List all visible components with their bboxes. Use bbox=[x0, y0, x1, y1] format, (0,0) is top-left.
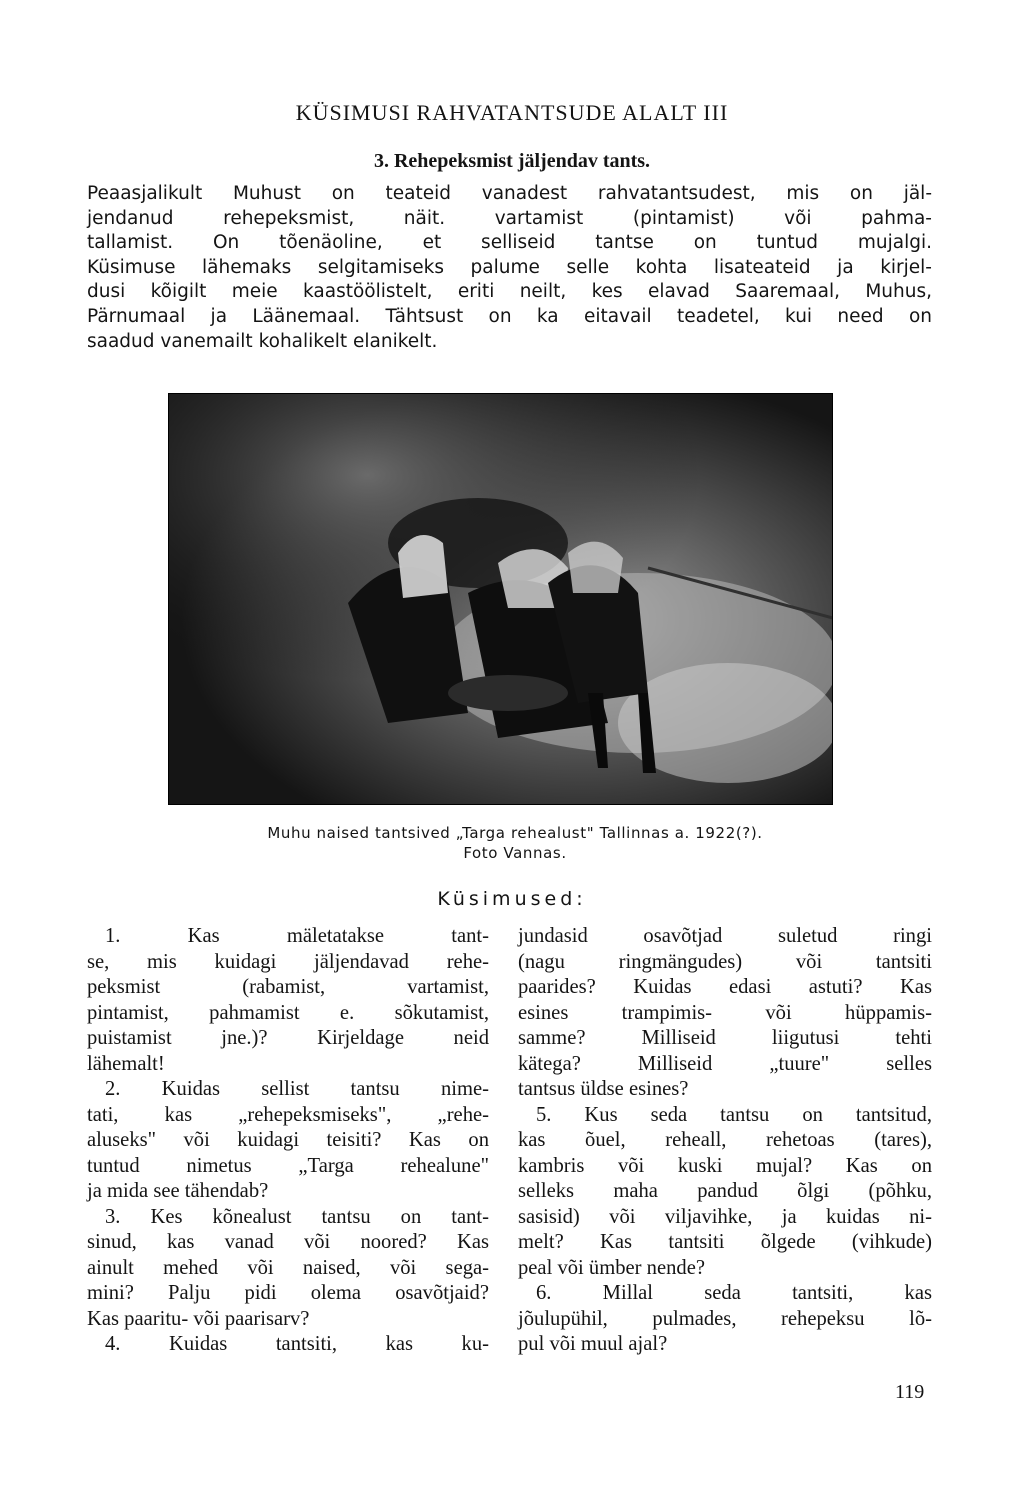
question-line: tuntud nimetus „Targa rehealune" bbox=[87, 1154, 489, 1177]
question-line: jundasid osavõtjad suletud ringi bbox=[518, 925, 932, 947]
questions-heading: Küsimused: bbox=[437, 888, 587, 910]
question-line: melt? Kas tantsiti õlgede (vihkude) bbox=[518, 1231, 932, 1253]
question-line: kätega? Milliseid „tuure" selles bbox=[518, 1052, 932, 1075]
intro-paragraph bbox=[87, 182, 932, 354]
question-line: peksmist (rabamist, vartamist, bbox=[87, 976, 489, 998]
question-line: pintamist, pahmamist e. sõkutamist, bbox=[87, 1001, 489, 1024]
question-line: selleks maha pandud õlgi (põhku, bbox=[518, 1180, 932, 1202]
question-line: 1. Kas mäletatakse tant- bbox=[105, 925, 489, 947]
intro-line: Peaasjalikult Muhust on teateid vanadest rahvatantsudest, mis on jäl- bbox=[87, 183, 932, 204]
intro-line: tallamist. On tõenäoline, et selliseid tantse on tuntud mujalgi. bbox=[87, 232, 932, 254]
question-line: 6. Millal seda tantsiti, kas bbox=[536, 1282, 932, 1304]
question-line: mini? Palju pidi olema osavõtjaid? bbox=[87, 1282, 489, 1304]
question-line: samme? Milliseid liigutusi tehti bbox=[518, 1027, 932, 1049]
question-line: jõulupühil, pulmades, rehepeksu lõ- bbox=[518, 1307, 932, 1330]
question-line: 2. Kuidas sellist tantsu nime- bbox=[105, 1078, 489, 1100]
question-line: puistamist jne.)? Kirjeldage neid bbox=[87, 1027, 489, 1049]
intro-line: dusi kõigilt meie kaastöölistelt, eriti neilt, kes elavad Saaremaal, Muhus, bbox=[87, 281, 932, 303]
questions-right-column bbox=[518, 924, 932, 1358]
question-line: ja mida see tähendab? bbox=[87, 1180, 269, 1202]
question-line: esines trampimis- või hüppamis- bbox=[518, 1001, 932, 1024]
question-line: (nagu ringmängudes) või tantsiti bbox=[518, 950, 932, 973]
question-line: 5. Kus seda tantsu on tantsitud, bbox=[536, 1103, 932, 1126]
question-line: sasisid) või viljavihke, ja kuidas ni- bbox=[518, 1205, 932, 1228]
page-number: 119 bbox=[895, 1381, 925, 1403]
question-line: paarides? Kuidas edasi astuti? Kas bbox=[518, 976, 932, 998]
question-line: se, mis kuidagi jäljendavad rehe- bbox=[87, 950, 489, 973]
question-line: Kas paaritu- või paarisarv? bbox=[87, 1307, 310, 1330]
question-line: tati, kas „rehepeksmiseks", „rehe- bbox=[87, 1103, 489, 1126]
intro-line: Pärnumaal ja Läänemaal. Tähtsust on ka eitavail teadetel, kui need on bbox=[87, 305, 932, 327]
question-line: lähemalt! bbox=[87, 1052, 165, 1075]
question-line: sinud, kas vanad või noored? Kas bbox=[87, 1231, 489, 1253]
question-line: tantsus üldse esines? bbox=[518, 1078, 689, 1100]
caption-line-2: Foto Vannas. bbox=[463, 844, 567, 862]
intro-line: Küsimuse lähemaks selgitamiseks palume selle kohta lisateateid ja kirjel- bbox=[87, 256, 932, 278]
question-line: pul või muul ajal? bbox=[518, 1333, 668, 1355]
question-line: 3. Kes kõnealust tantsu on tant- bbox=[105, 1205, 489, 1228]
intro-line: jendanud rehepeksmist, näit. vartamist (pintamist) või pahma- bbox=[87, 207, 932, 229]
intro-line: saadud vanemailt kohalikelt elanikelt. bbox=[87, 330, 438, 352]
section-title: 3. Rehepeksmist jäljendav tants. bbox=[373, 150, 651, 172]
dance-photo bbox=[168, 393, 833, 805]
caption-line-1: Muhu naised tantsived „Targa rehealust" Tallinnas a. 1922(?). bbox=[267, 824, 763, 842]
photo-caption bbox=[180, 823, 850, 863]
question-line: aluseks" või kuidagi teisiti? Kas on bbox=[87, 1129, 489, 1151]
questions-left-column bbox=[87, 924, 489, 1358]
question-line: kas õuel, reheall, rehetoas (tares), bbox=[518, 1129, 932, 1151]
running-head: KÜSIMUSI RAHVATANTSUDE ALALT III bbox=[295, 100, 729, 125]
question-line: ainult mehed või naised, või sega- bbox=[87, 1256, 489, 1279]
question-line: peal või ümber nende? bbox=[518, 1256, 705, 1279]
question-line: 4. Kuidas tantsiti, kas ku- bbox=[105, 1333, 489, 1355]
question-line: kambris või kuski mujal? Kas on bbox=[518, 1154, 932, 1177]
